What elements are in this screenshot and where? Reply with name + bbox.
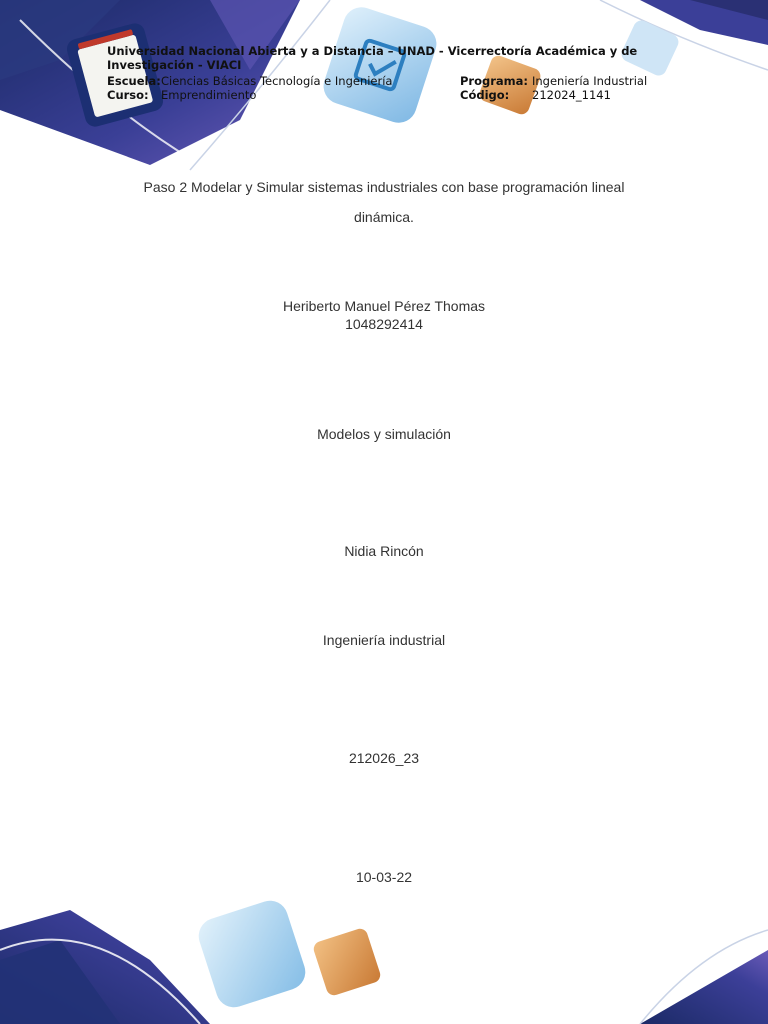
curso-value: Emprendimiento bbox=[161, 88, 257, 102]
document-date: 10-03-22 bbox=[355, 869, 413, 885]
escuela-value: Ciencias Básicas Tecnología e Ingeniería bbox=[161, 74, 393, 88]
codigo-value: 212024_1141 bbox=[532, 88, 611, 102]
programa-group bbox=[460, 74, 647, 88]
header-row-escuela bbox=[107, 74, 667, 88]
document-title-line-2: dinámica. bbox=[354, 209, 414, 225]
codigo-group bbox=[460, 88, 611, 102]
programa-value: Ingeniería Industrial bbox=[532, 74, 648, 88]
program-name: Ingeniería industrial bbox=[322, 632, 446, 648]
footer-decoration bbox=[0, 890, 768, 1024]
author-name: Heriberto Manuel Pérez Thomas bbox=[282, 298, 486, 314]
document-title-line-1: Paso 2 Modelar y Simular sistemas industriales con base programación lineal bbox=[143, 179, 625, 195]
course-name: Modelos y simulación bbox=[317, 426, 451, 442]
university-name: Universidad Nacional Abierta y a Distancia – UNAD - Vicerrectoría Académica y de Investigación - VIACI bbox=[107, 44, 638, 72]
student-id: 1048292414 bbox=[345, 316, 423, 332]
group-number: 212026_23 bbox=[348, 750, 420, 766]
header-row-curso bbox=[107, 88, 667, 102]
programa-label: Programa: bbox=[460, 74, 529, 88]
tutor-name: Nidia Rincón bbox=[344, 543, 424, 559]
escuela-label: Escuela: bbox=[107, 74, 161, 88]
codigo-label: Código: bbox=[460, 88, 510, 102]
curso-label: Curso: bbox=[107, 88, 149, 102]
